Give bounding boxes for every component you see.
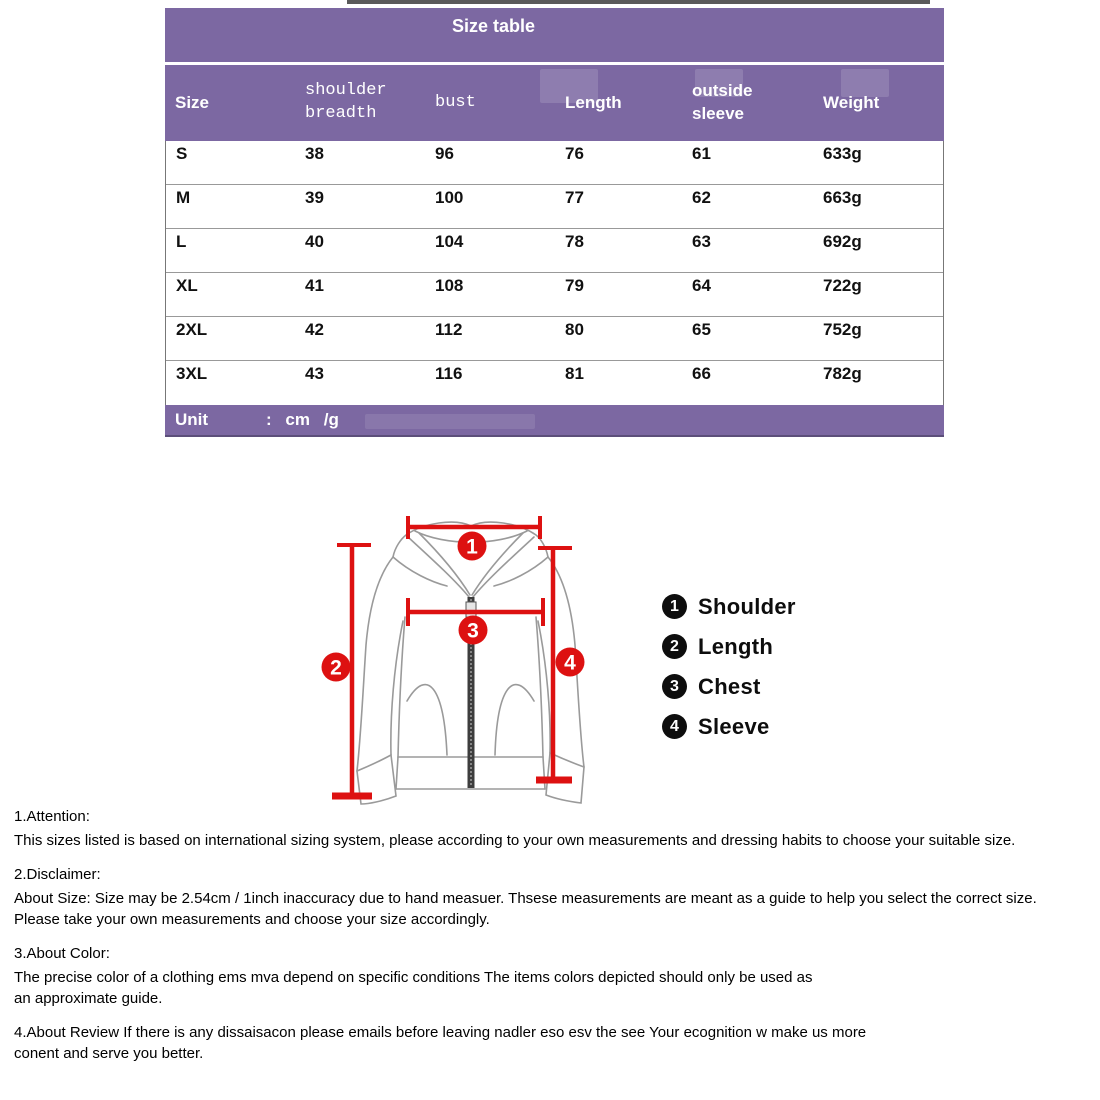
- legend-label: Length: [698, 633, 774, 659]
- watermark-smudge: [365, 414, 535, 429]
- legend-number-badge: 3: [662, 674, 687, 699]
- unit-label: Unit: [175, 410, 209, 429]
- cell-length: 79: [565, 276, 584, 295]
- note-line: About Size: Size may be 2.54cm / 1inch inaccuracy due to hand measuer. Thsese measurements are meant as a guide to help you select the correct size.: [14, 890, 1037, 907]
- cell-bust: 116: [435, 364, 463, 383]
- measurement-legend: [662, 594, 796, 754]
- note-line: conent and serve you better.: [14, 1045, 204, 1062]
- callout-number-1: 1: [466, 535, 478, 559]
- column-header-length: Length: [565, 92, 622, 112]
- cell-outside-sleeve: 64: [692, 276, 711, 295]
- table-row: [166, 361, 943, 405]
- legend-label: Shoulder: [698, 593, 796, 619]
- legend-item: [662, 714, 796, 739]
- unit-value: : cm /g: [266, 410, 339, 429]
- cell-size: 3XL: [176, 364, 208, 383]
- cell-length: 80: [565, 320, 584, 339]
- cell-shoulder-breadth: 42: [305, 320, 324, 339]
- cell-length: 77: [565, 188, 584, 207]
- callout-number-2: 2: [330, 656, 342, 680]
- note-about-color: [14, 943, 1094, 1009]
- cell-shoulder-breadth: 39: [305, 188, 324, 207]
- note-heading: 2.Disclaimer:: [14, 866, 101, 883]
- note-line: The precise color of a clothing ems mva depend on specific conditions The items colors depicted should only be used as: [14, 969, 813, 986]
- watermark-smudge: [695, 69, 743, 97]
- callout-number-4: 4: [564, 651, 576, 675]
- table-row: [166, 273, 943, 317]
- column-header-weight: Weight: [823, 92, 880, 112]
- cell-bust: 112: [435, 320, 463, 339]
- table-row: [166, 185, 943, 229]
- cell-size: S: [176, 144, 188, 163]
- note-line: 4.About Review If there is any dissaisacon please emails before leaving nadler eso esv the see Your ecognition w make us more: [14, 1024, 867, 1041]
- cell-weight: 663g: [823, 188, 862, 207]
- cell-length: 81: [565, 364, 584, 383]
- legend-item: [662, 634, 796, 659]
- legend-label: Chest: [698, 673, 761, 699]
- cell-weight: 722g: [823, 276, 862, 295]
- measurement-lines: [332, 516, 572, 798]
- size-table-body: [165, 141, 944, 405]
- column-header-outside-sleeve: outside sleeve: [692, 81, 753, 123]
- table-row: [166, 229, 943, 273]
- column-header-size: Size: [175, 92, 210, 112]
- cell-shoulder-breadth: 43: [305, 364, 324, 383]
- cell-weight: 633g: [823, 144, 862, 163]
- cell-shoulder-breadth: 41: [305, 276, 324, 295]
- cell-bust: 104: [435, 232, 464, 251]
- table-row: [166, 141, 943, 185]
- legend-number-badge: 2: [662, 634, 687, 659]
- legend-label: Sleeve: [698, 713, 770, 739]
- cell-bust: 108: [435, 276, 464, 295]
- cell-outside-sleeve: 65: [692, 320, 711, 339]
- cell-size: 2XL: [176, 320, 208, 339]
- column-header-bust: bust: [435, 92, 476, 112]
- cell-outside-sleeve: 61: [692, 144, 711, 163]
- size-table-title: Size table: [165, 8, 944, 62]
- legend-item: [662, 594, 796, 619]
- callout-number-3: 3: [467, 619, 479, 643]
- cell-bust: 96: [435, 144, 454, 163]
- column-header-shoulder-breadth: shoulder breadth: [305, 81, 387, 123]
- cell-size: XL: [176, 276, 198, 295]
- note-line: Please take your own measurements and choose your size accordingly.: [14, 911, 490, 928]
- legend-number-badge: 4: [662, 714, 687, 739]
- notes-section: [14, 806, 1094, 1077]
- cell-size: L: [176, 232, 187, 251]
- cell-weight: 752g: [823, 320, 862, 339]
- cell-length: 78: [565, 232, 584, 251]
- unit-row: [165, 405, 944, 437]
- note-line: This sizes listed is based on international sizing system, please according to your own measurements and dressing habits to choose your suitable size.: [14, 832, 1016, 849]
- note-heading: 1.Attention:: [14, 808, 90, 825]
- cell-shoulder-breadth: 40: [305, 232, 324, 251]
- cell-length: 76: [565, 144, 584, 163]
- cell-bust: 100: [435, 188, 464, 207]
- cell-size: M: [176, 188, 191, 207]
- legend-number-badge: 1: [662, 594, 687, 619]
- note-heading: 3.About Color:: [14, 945, 110, 962]
- note-disclaimer: [14, 864, 1094, 930]
- watermark-smudge: [540, 69, 598, 103]
- cell-outside-sleeve: 63: [692, 232, 711, 251]
- table-row: [166, 317, 943, 361]
- legend-item: [662, 674, 796, 699]
- note-line: an approximate guide.: [14, 990, 163, 1007]
- cell-outside-sleeve: 66: [692, 364, 711, 383]
- cell-shoulder-breadth: 38: [305, 144, 324, 163]
- cell-weight: 782g: [823, 364, 862, 383]
- size-table: [165, 8, 944, 437]
- watermark-smudge: [841, 69, 889, 97]
- cell-weight: 692g: [823, 232, 862, 251]
- note-attention: [14, 806, 1094, 851]
- cell-outside-sleeve: 62: [692, 188, 711, 207]
- top-artifact-strip: [347, 0, 930, 4]
- note-about-review: [14, 1022, 1094, 1064]
- hoodie-measurement-diagram: [295, 505, 625, 835]
- size-table-header-row: [165, 65, 944, 141]
